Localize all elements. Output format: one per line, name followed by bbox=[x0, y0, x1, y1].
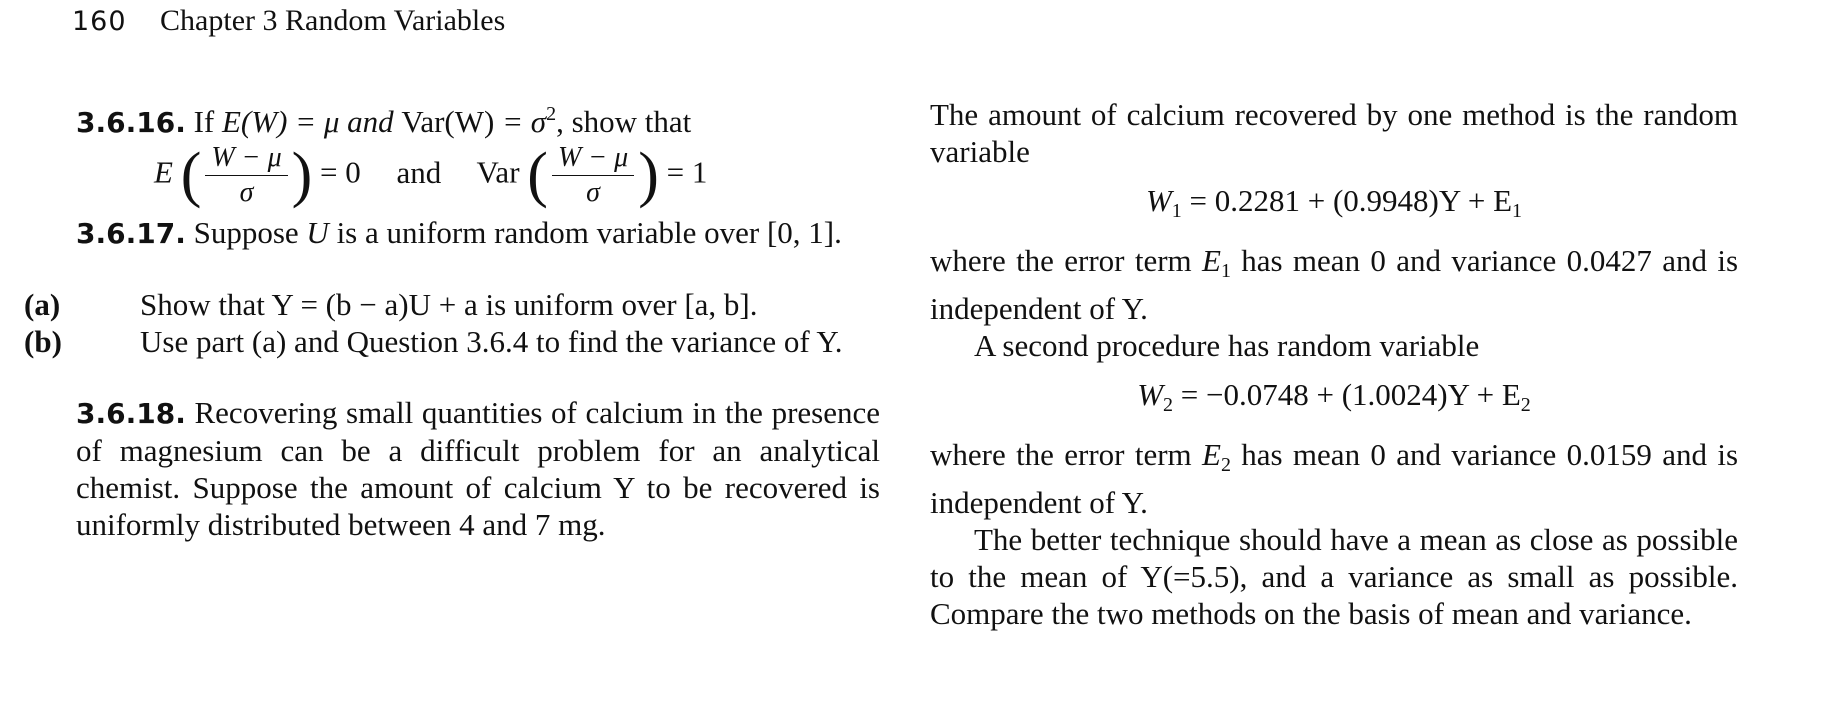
equation-w1: $W_1 = 0.2281 + (0.9948)Y + E_1$ bbox=[1145, 183, 1523, 222]
paragraph-method-one: The amount of calcium recovered by one method is the random variable bbox=[930, 97, 1738, 169]
right-column bbox=[930, 96, 1738, 632]
equation-w2: $W_2 = -0.0748 + (1.0024)Y + E_2$ bbox=[1137, 377, 1531, 416]
chapter-title: Chapter 3 Random Variables bbox=[160, 4, 506, 37]
page-header bbox=[72, 4, 505, 38]
left-column bbox=[24, 96, 880, 543]
question-3-6-17: 3.6.17. Suppose U is a uniform random variable over [0, 1]. bbox=[76, 215, 842, 250]
paragraph-method-two: A second procedure has random variable bbox=[974, 328, 1480, 363]
page-number: 160 bbox=[72, 6, 127, 37]
part-a: (a) Show that Y = (b − a)U + a is uniform over [a, b]. bbox=[24, 287, 758, 322]
question-3-6-16: 3.6.16. If E(W) = μ and $Var(W) = \sigma^2$, show that bbox=[76, 103, 692, 139]
question-3-6-18: 3.6.18. Recovering small quantities of calcium in the presence of magnesium can be a difficult problem for an analytical chemist. Suppose the amount of calcium Y to be recovered is uniformly distributed between 4 and 7 mg. bbox=[76, 395, 880, 542]
paragraph-compare: The better technique should have a mean as close as possible to the mean of Y(=5.5), and a variance as small as possible. Compare the two methods on the basis of mean and variance. bbox=[930, 522, 1738, 631]
paragraph-error-one: where the error term $E_1$ has mean 0 and variance 0.0427 and is independent of Y. bbox=[930, 243, 1739, 326]
paragraph-error-two: where the error term $E_2$ has mean 0 and variance 0.0159 and is independent of Y. bbox=[930, 437, 1739, 520]
display-equation-16: E ( $\frac{W - \mu}{\sigma}$ ) = 0 and Var ( $\frac{W - \mu}{\sigma}$ ) = 1 bbox=[154, 141, 708, 209]
part-b: (b) Use part (a) and Question 3.6.4 to find the variance of Y. bbox=[24, 324, 843, 359]
